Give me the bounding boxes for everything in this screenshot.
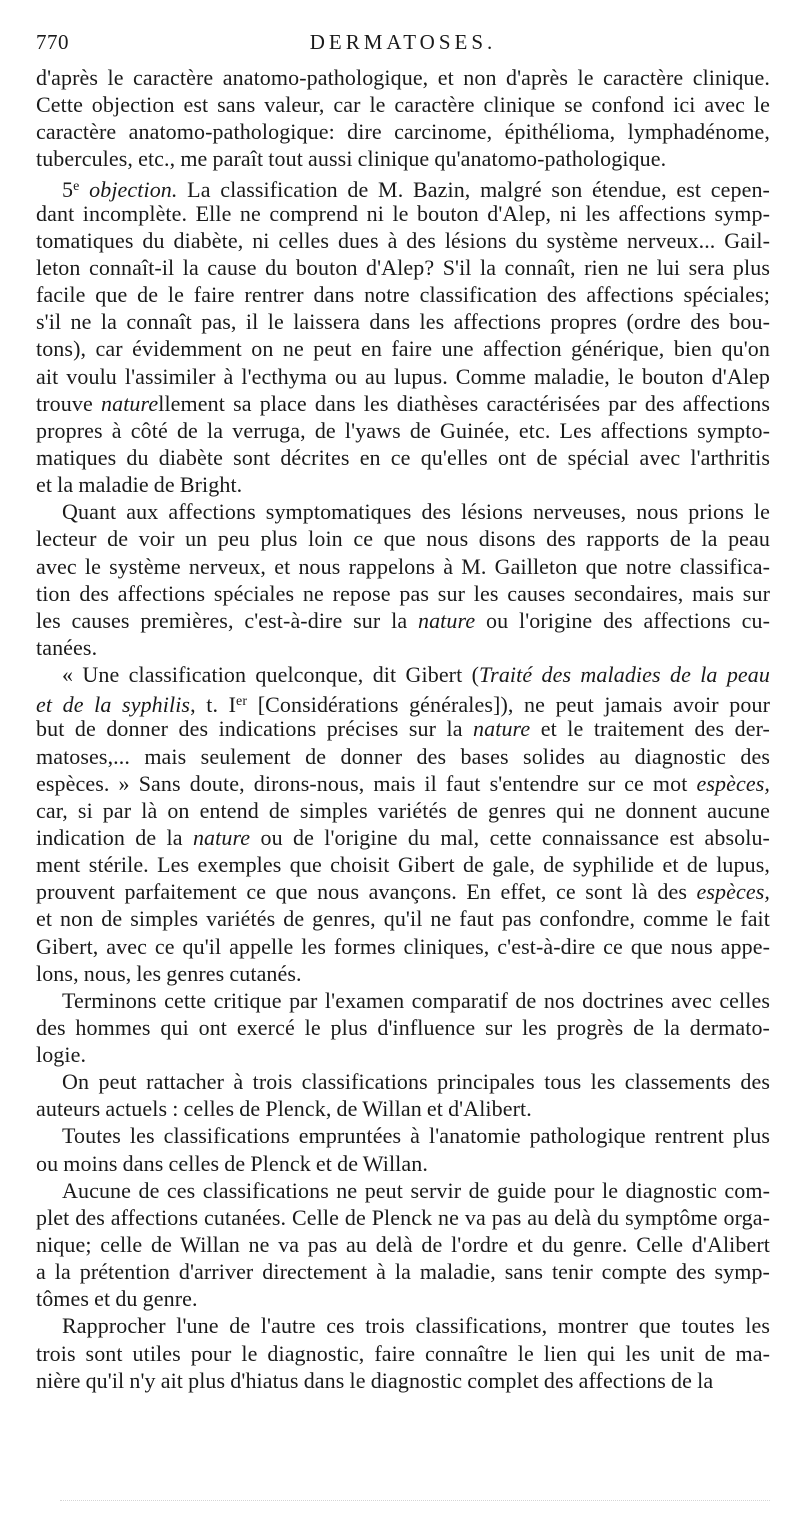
text-line: Toutes les classifications empruntées à l'anatomie pathologique rentrent plus xyxy=(62,1123,770,1149)
text-line: nière qu'il n'y ait plus d'hiatus dans le diagnostic complet des affections de la xyxy=(36,1367,714,1393)
text-line: lons, nous, les genres cutanés. xyxy=(36,960,302,986)
text-line: logie. xyxy=(36,1042,87,1068)
text-line: trois sont utiles pour le diagnostic, faire connaître le lien qui les unit de ma- xyxy=(36,1340,770,1366)
text-line: Rapprocher l'une de l'autre ces trois classifications, montrer que toutes les xyxy=(62,1313,770,1339)
text-line: des hommes qui ont exercé le plus d'influence sur les progrès de la dermato- xyxy=(36,1014,770,1040)
text-line: ou moins dans celles de Plenck et de Willan. xyxy=(36,1150,428,1176)
page-header xyxy=(36,30,770,58)
text-line: Aucune de ces classifications ne peut servir de guide pour le diagnostic com- xyxy=(62,1177,770,1203)
text-line: les causes premières, c'est-à-dire sur la nature ou l'origine des affections cu- xyxy=(36,607,771,633)
text-line: prouvent parfaitement ce que nous avançons. En effet, ce sont là des espèces, xyxy=(36,879,770,905)
text-line: tômes et du genre. xyxy=(36,1286,198,1312)
text-line: Gibert, avec ce qu'il appelle les formes cliniques, c'est-à-dire ce que nous appe- xyxy=(36,933,770,959)
text-line: ait voulu l'assimiler à l'ecthyma ou au lupus. Comme maladie, le bouton d'Alep xyxy=(36,363,770,389)
text-line: espèces. » Sans doute, dirons-nous, mais il faut s'entendre sur ce mot espèces, xyxy=(36,770,770,796)
text-line: tion des affections spéciales ne repose pas sur les causes secondaires, mais sur xyxy=(36,580,770,606)
text-line: a la prétention d'arriver directement à la maladie, sans tenir compte des symp- xyxy=(36,1259,770,1285)
text-line: avec le système nerveux, et nous rappelons à M. Gailleton que notre classifica- xyxy=(36,553,770,579)
text-line: d'après le caractère anatomo-pathologique, et non d'après le caractère clinique. xyxy=(36,65,770,90)
text-line: tubercules, etc., me paraît tout aussi clinique qu'anatomo-pathologique. xyxy=(36,146,667,172)
text-line: leton connaît-il la cause du bouton d'Alep? S'il la connaît, rien ne lui sera plus xyxy=(36,254,770,280)
text-line: tanées. xyxy=(36,634,98,660)
text-line: et la maladie de Bright. xyxy=(36,472,243,498)
text-line: plet des affections cutanées. Celle de Plenck ne va pas au delà du symptôme orga- xyxy=(36,1204,770,1230)
text-line: facile que de le faire rentrer dans notre classification des affections spéciales; xyxy=(36,282,770,308)
running-head: DERMATOSES. xyxy=(309,30,497,54)
text-line: car, si par là on entend de simples variétés de genres qui ne donnent aucune xyxy=(36,797,770,823)
text-line: tomatiques du diabète, ni celles dues à des lésions du système nerveux... Gail- xyxy=(36,227,770,253)
bleed-through-line xyxy=(60,1500,770,1504)
text-line: propres à côté de la verruga, de l'yaws de Guinée, etc. Les affections sympto- xyxy=(36,417,770,443)
text-line: Quant aux affections symptomatiques des lésions nerveuses, nous prions le xyxy=(62,499,770,525)
text-line: auteurs actuels : celles de Plenck, de Willan et d'Alibert. xyxy=(36,1096,532,1122)
text-line: matiques du diabète sont décrites en ce qu'elles ont de spécial avec l'arthritis xyxy=(36,444,770,470)
text-line: On peut rattacher à trois classifications principales tous les classements des xyxy=(62,1069,770,1095)
text-line: et non de simples variétés de genres, qu'il ne faut pas confondre, comme le fait xyxy=(36,906,770,932)
body-text xyxy=(36,64,770,1394)
text-line: trouve naturellement sa place dans les diathèses caractérisées par des affections xyxy=(36,390,771,416)
text-line: lecteur de voir un peu plus loin ce que nous disons des rapports de la peau xyxy=(36,526,770,552)
text-line: caractère anatomo-pathologique: dire carcinome, épithélioma, lymphadénome, xyxy=(36,119,770,145)
text-line: et de la syphilis, t. Ier [Considérations générales]), ne peut jamais avoir pour xyxy=(36,692,770,718)
text-line: matoses,... mais seulement de donner des bases solides au diagnostic des xyxy=(36,743,770,769)
text-line: 5e objection. La classification de M. Bazin, malgré son étendue, est cepen- xyxy=(62,176,770,202)
text-line: dant incomplète. Elle ne comprend ni le bouton d'Alep, ni les affections symp- xyxy=(36,200,770,226)
text-line: but de donner des indications précises sur la nature et le traitement des der- xyxy=(36,716,770,742)
page-number: 770 xyxy=(36,30,69,54)
text-line: tons), car évidemment on ne peut en faire une affection générique, bien qu'on xyxy=(36,336,770,362)
text-line: s'il ne la connaît pas, il le laissera dans les affections propres (ordre des bou- xyxy=(36,309,770,335)
text-line: « Une classification quelconque, dit Gibert (Traité des maladies de la peau xyxy=(62,662,770,688)
text-line: indication de la nature ou de l'origine du mal, cette connaissance est absolu- xyxy=(36,824,770,850)
text-line: nique; celle de Willan ne va pas au delà de l'ordre et du genre. Celle d'Alibert xyxy=(36,1232,770,1258)
text-line: Cette objection est sans valeur, car le caractère clinique se confond ici avec le xyxy=(36,92,770,118)
text-line: Terminons cette critique par l'examen comparatif de nos doctrines avec celles xyxy=(62,987,770,1013)
text-line: ment stérile. Les exemples que choisit Gibert de gale, de syphilide et de lupus, xyxy=(36,852,770,878)
